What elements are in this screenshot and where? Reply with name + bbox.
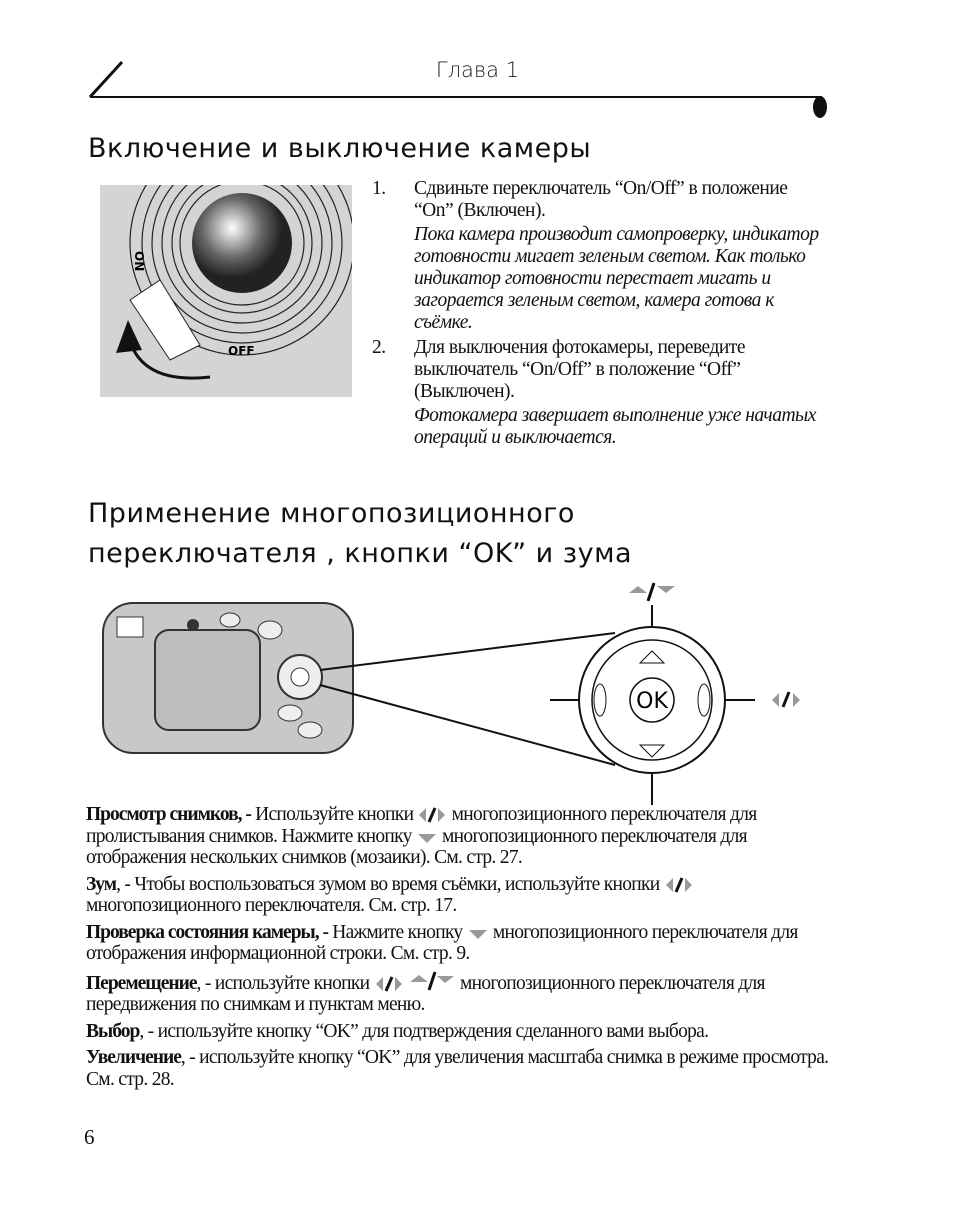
paragraph-status [86,922,831,965]
up-down-icon [629,583,675,601]
term: Выбор [86,1020,140,1042]
term: Перемещение [86,972,197,994]
paragraph-magnify [86,1047,831,1090]
text: многопозиционного переключателя для отображения нескольких снимков (мозаики). См. стр. 27. [86,825,747,868]
text: многопозиционного переключателя для отображения информационной строки. См. стр. 9. [86,921,798,964]
text: многопозиционного переключателя. См. стр. 17. [86,895,457,916]
controller-descriptions [86,804,831,1095]
down-arrow-icon [416,829,438,845]
section1-title: Включение и выключение камеры [88,133,592,164]
off-label: OFF [228,344,255,358]
ok-label: OK [636,689,668,714]
text: Нажмите кнопку [328,921,467,943]
text: , - используйте кнопки [196,972,374,994]
left-right-icon [374,974,404,992]
section2-title-line1: Применение многопозиционного [88,498,575,529]
up-down-icon [408,970,456,992]
paragraph-navigation [86,970,831,1016]
text: многопозиционного переключателя для передвижения по снимкам и пунктам меню. [86,972,765,1015]
left-right-icon [417,805,447,823]
power-steps [372,178,827,449]
paragraph-select [86,1021,831,1043]
text: , - используйте кнопку “OK” для подтверждения сделанного вами выбора. [139,1020,709,1042]
step-2 [372,337,827,449]
step-number: 2. [372,337,386,358]
section2-title-line2: переключателя , кнопки “OK” и зума [88,538,633,569]
text: , - используйте кнопку “OK” для увеличения масштаба снимка в режиме просмотра. См. стр. 28. [86,1047,829,1090]
step-number: 1. [372,178,386,199]
controller-diagram [95,575,815,807]
paragraph-review [86,804,831,869]
chapter-header: Глава 1 [435,58,520,82]
on-label: ON [132,251,146,272]
term: Проверка состояния камеры, - [86,921,329,943]
term: Зум [86,873,117,895]
page-number: 6 [84,1125,95,1149]
step-text: Сдвиньте переключатель “On/Off” в положение “On” (Включен). [414,178,788,221]
power-switch-illustration [100,185,352,397]
left-right-icon [772,692,800,707]
step-note: Фотокамера завершает выполнение уже начатых операций и выключается. [414,405,816,448]
step-text: Для выключения фотокамеры, переведите выключатель “On/Off” в положение “Off” (Выключен). [414,337,745,402]
left-right-icon [664,875,694,893]
paragraph-zoom [86,874,831,917]
step-note: Пока камера производит самопроверку, индикатор готовности мигает зеленым светом. Как только индикатор готовности перестает мигать и загорается зеленым светом, камера готова к съёмке. [414,224,819,333]
lcd-screen [155,630,260,730]
down-arrow-icon [467,925,489,941]
text: , - Чтобы воспользоваться зумом во время съёмки, используйте кнопки [116,873,664,895]
term: Увеличение [86,1047,181,1068]
text: многопозиционного переключателя для пролистывания снимков. Нажмите кнопку [86,804,757,847]
text: Используйте кнопки [250,804,418,825]
term: Просмотр снимков, - [86,804,251,825]
step-1 [372,178,827,334]
